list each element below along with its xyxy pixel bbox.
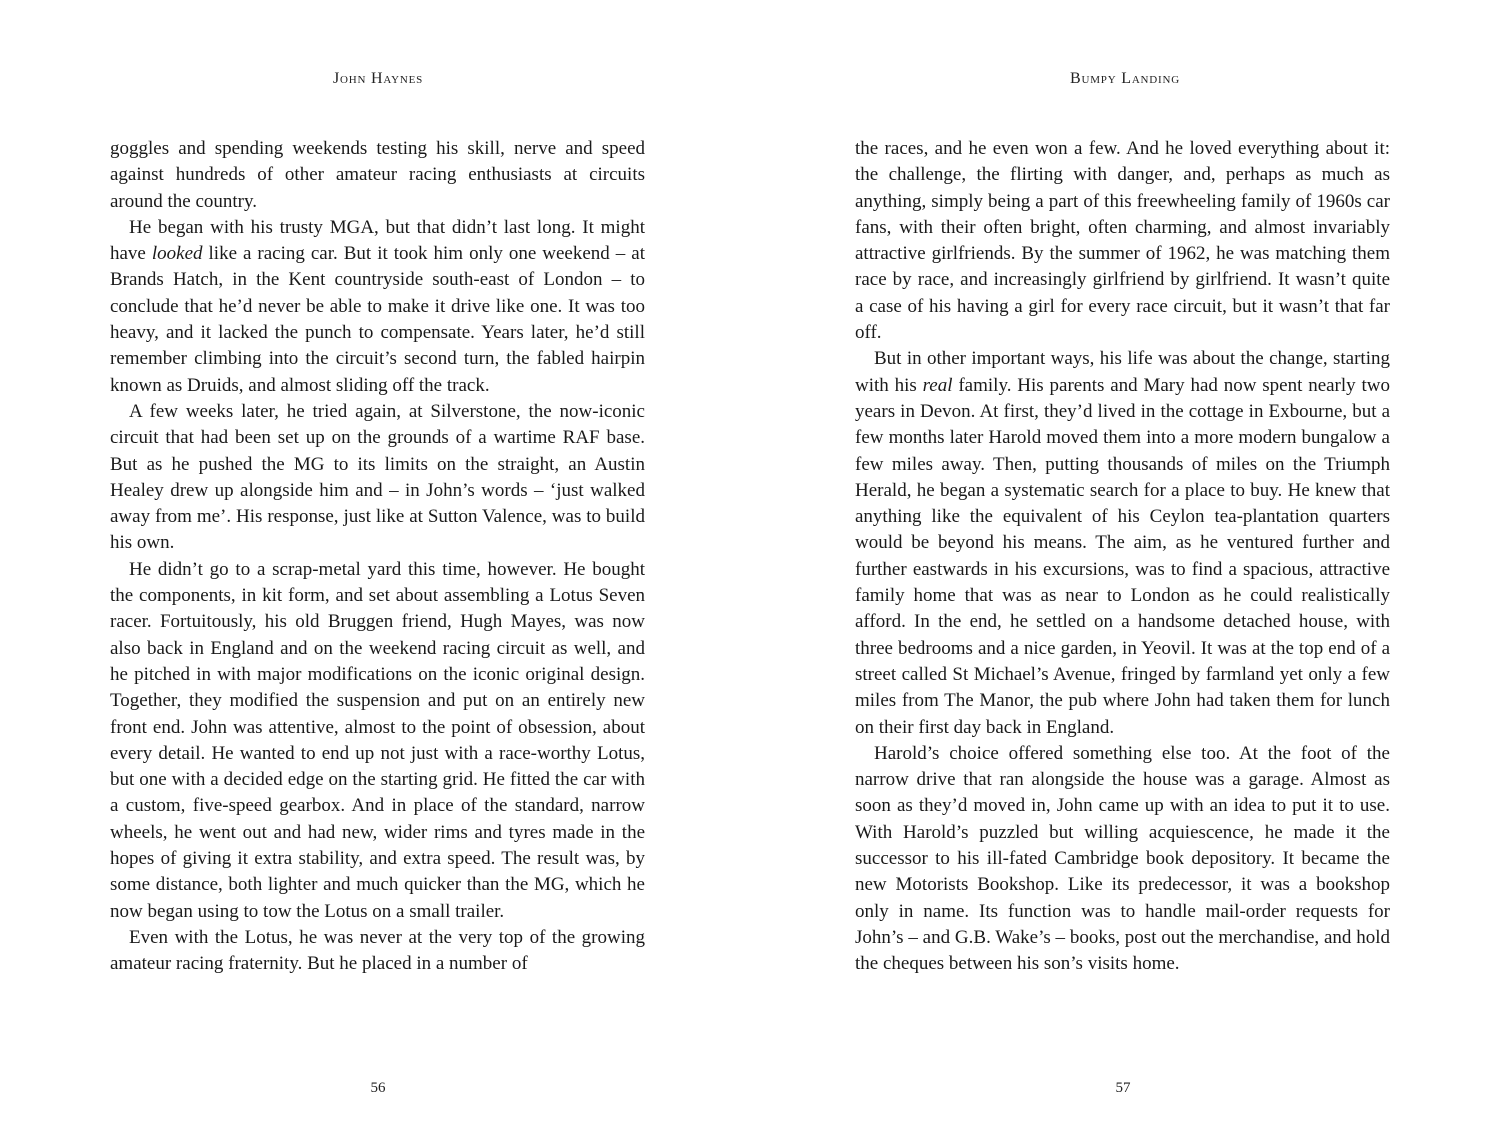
text-run: But in other important ways, his life was about the change, starting with his <box>855 348 1390 396</box>
running-head-author: John Haynes <box>332 70 424 87</box>
paragraph: Even with the Lotus, he was never at the very top of the growing amateur racing fraternity. But he placed in a number of <box>110 926 645 975</box>
text-run: like a racing car. But it took him only one weekend – at Brands Hatch, in the Kent countryside south-east of London – to conclude that he’d never be able to make it drive like one. It was too heavy, and it lacked the punch to compensate. Years later, he’d still remember climbing into the circuit’s second turn, the fabled hairpin known as Druids, and almost sliding off the track. <box>110 243 645 396</box>
paragraph: the races, and he even won a few. And he loved everything about it: the challenge, the flirting with danger, and, perhaps as much as anything, simply being a part of this freewheeling family of 1960s car fans, with their often bright, often charming, and almost invariably attractive girlfriends. By the summer of 1962, he was matching them race by race, and increasingly girlfriend by girlfriend. It wasn’t quite a case of his having a girl for every race circuit, but it wasn’t that far off. <box>855 138 1390 344</box>
right-page <box>750 0 1500 1125</box>
italic-text: looked <box>151 243 203 265</box>
paragraph <box>855 346 1390 740</box>
text-run: He began with his trusty MGA, but that didn’t last long. It might have <box>110 216 645 265</box>
right-page-body <box>855 136 1390 978</box>
page-number: 56 <box>370 1080 386 1096</box>
paragraph <box>110 215 645 399</box>
paragraph: Harold’s choice offered something else too. At the foot of the narrow drive that ran alongside the house was a garage. Almost as soon as they’d moved in, John came up with an idea to put it to use. With Harold’s puzzled but willing acquiescence, he made it the successor to his ill-fated Cambridge book depository. It became the new Motorists Bookshop. Like its predecessor, it was a bookshop only in name. Its function was to handle mail-order requests for John’s – and G.B. Wake’s – books, post out the merchandise, and hold the cheques between his son’s visits home. <box>855 742 1390 975</box>
page-number: 57 <box>1115 1080 1131 1096</box>
left-page-body <box>110 136 645 978</box>
paragraph: A few weeks later, he tried again, at Silverstone, the now-iconic circuit that had been set up on the grounds of a wartime RAF base. But as he pushed the MG to its limits on the straight, an Austin Healey drew up alongside him and – in John’s words – ‘just walked away from me’. His response, just like at Sutton Valence, was to build his own. <box>110 400 645 554</box>
paragraph: goggles and spending weekends testing his skill, nerve and speed against hundreds of other amateur racing enthusiasts at circuits around the country. <box>110 138 645 212</box>
running-head-chapter: Bumpy Landing <box>1069 70 1180 87</box>
paragraph: He didn’t go to a scrap-metal yard this time, however. He bought the components, in kit form, and set about assembling a Lotus Seven racer. Fortuitously, his old Bruggen friend, Hugh Mayes, was now also back in England and on the weekend racing circuit as well, and he pitched in with major modifications on the iconic original design. Together, they modified the suspension and put on an entirely new front end. John was attentive, almost to the point of obsession, about every detail. He wanted to end up not just with a race-worthy Lotus, but one with a decided edge on the starting grid. He fitted the car with a custom, five-speed gearbox. And in place of the standard, narrow wheels, he went out and had new, wider rims and tyres made in the hopes of giving it extra stability, and extra speed. The result was, by some distance, both lighter and much quicker than the MG, which he now began using to tow the Lotus on a small trailer. <box>110 558 645 922</box>
italic-text: real <box>922 374 953 396</box>
text-run: family. His parents and Mary had now spent nearly two years in Devon. At first, they’d lived in the cottage in Exbourne, but a few months later Harold moved them into a more modern bungalow a few miles away. Then, putting thousands of miles on the Triumph Herald, he began a systematic search for a place to buy. He knew that anything like the equivalent of his Ceylon tea-plantation quarters would be beyond his means. The aim, as he ventured further and further eastwards in his excursions, was to find a spacious, attractive family home that was as near to London as he could realistically afford. In the end, he settled on a handsome detached house, with three bedrooms and a nice garden, in Yeovil. It was at the top end of a street called St Michael’s Avenue, fringed by farmland yet only a few miles from The Manor, the pub where John had taken them for lunch on their first day back in England. <box>855 374 1390 738</box>
